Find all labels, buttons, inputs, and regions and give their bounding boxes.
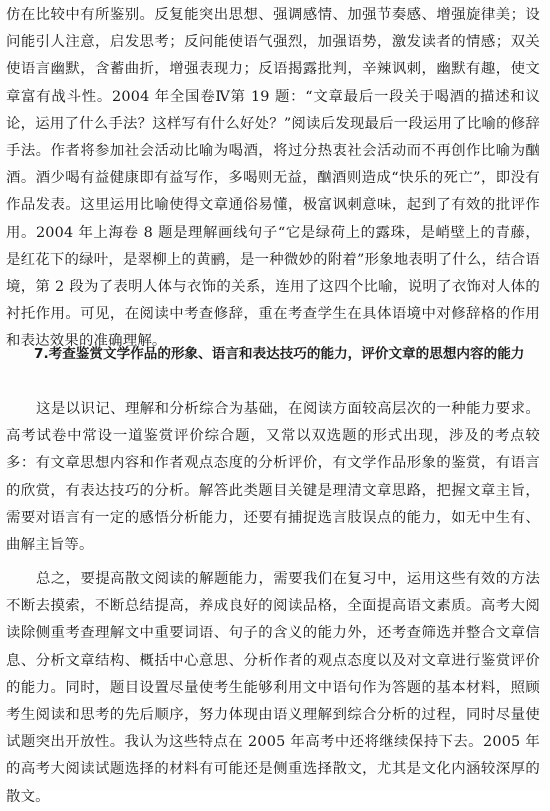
body-paragraph-rhetoric: 仿在比较中有所鉴别。反复能突出思想、强调感情、加强节奏感、增强旋律美；设问能引人注意，启发思考；反问能使语气强烈，加强语势，激发读者的情感；双关使语言幽默，含蓄曲折，增强表现力；反语揭露批判，辛辣讽刺，幽默有趣，使文章富有战斗性。2004 年全国卷Ⅳ第 19 题：“文章最后一段关于喝酒的描述和议论，运用了什么手法？这样写有什么好处？”阅读后发现最后一段运用了比喻的修辞手法。作者将参加社会活动比喻为喝酒，将过分热衷社会活动而不再创作比喻为酗酒。酒少喝有益健康即有益写作，多喝则无益，酗酒则造成“快乐的死亡”，即没有作品发表。这里运用比喻使得文章通俗易懂，极富讽刺意味，起到了有效的批评作用。2004 年上海卷 8 题是理解画线句子“它是绿荷上的露珠，是峭壁上的青藤，是红花下的绿叶，是翠柳上的黄鹂，是一种微妙的附着”形象地表明了什么，结合语境，第 2 段为了表明人体与衣饰的关系，连用了这四个比喻，说明了衣饰对人体的衬托作用。可见，在阅读中考查修辞，重在考查学生在具体语境中对修辞格的作用和表达效果的准确理解。 <box>6 7 540 350</box>
section-heading-7: 7.考查鉴赏文学作品的形象、语言和表达技巧的能力，评价文章的思想内容的能力 <box>34 346 525 362</box>
body-paragraph-appreciation: 这是以识记、理解和分析综合为基础，在阅读方面较高层次的一种能力要求。高考试卷中常设一道鉴赏评价综合题，又常以双选题的形式出现，涉及的考点较多：有文章思想内容和作者观点态度的分析评价，有文学作品形象的鉴赏，有语言的欣赏，有表达技巧的分析。解答此类题目关键是理清文章思路，把握文章主旨，需要对语言有一定的感悟分析能力，还要有捕捉选言肢误点的能力，如无中生有、曲解主旨等。 <box>6 401 540 554</box>
body-paragraph-summary: 总之，要提高散文阅读的解题能力，需要我们在复习中，运用这些有效的方法不断去摸索，不断总结提高，养成良好的阅读品格，全面提高语文素质。高考大阅读除侧重考查理解文中重要词语、句子的含义的能力外，还考查筛选并整合文章信息、分析文章结构、概括中心意思、分析作者的观点态度以及对文章进行鉴赏评价的能力。同时，题目设置尽量使考生能够利用文中语句作为答题的基本材料，照顾考生阅读和思考的先后顺序，努力体现由语义理解到综合分析的过程，同时尽量使试题突出开放性。我认为这些特点在 2005 年高考中还将继续保持下去。2005 年的高考大阅读试题选择的材料有可能还是侧重选择散文，尤其是文化内涵较深厚的散文。 <box>6 571 540 805</box>
